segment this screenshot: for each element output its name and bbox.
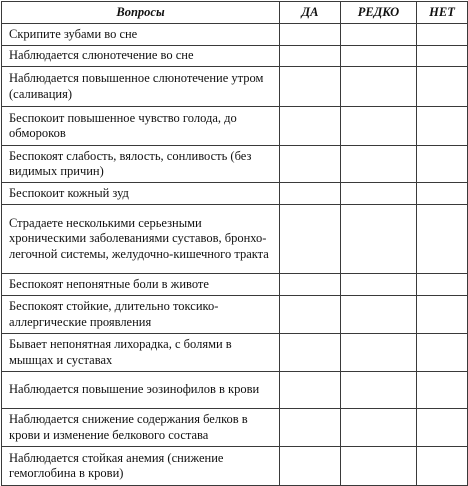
answer-yes-cell[interactable]: [280, 146, 341, 183]
answer-rarely-cell[interactable]: [341, 409, 417, 447]
answer-rarely-cell[interactable]: [341, 46, 417, 67]
answer-yes-cell[interactable]: [280, 296, 341, 334]
answer-rarely-cell[interactable]: [341, 24, 417, 46]
table-row: [2, 334, 468, 372]
questionnaire-table: [1, 1, 468, 486]
answer-no-cell[interactable]: [417, 447, 468, 486]
answer-rarely-cell[interactable]: [341, 205, 417, 274]
answer-rarely-cell[interactable]: [341, 274, 417, 296]
header-no: НЕТ: [417, 2, 468, 24]
table-row: [2, 409, 468, 447]
question-text: Наблюдается стойкая анемия (снижение гемоглобина в крови): [2, 447, 280, 486]
answer-yes-cell[interactable]: [280, 205, 341, 274]
question-text: Беспокоит повышенное чувство голода, до обмороков: [2, 107, 280, 146]
question-text: Бывает непонятная лихорадка, с болями в мышцах и суставах: [2, 334, 280, 372]
table-row: [2, 183, 468, 205]
table-row: [2, 447, 468, 486]
answer-no-cell[interactable]: [417, 334, 468, 372]
header-row: [2, 2, 468, 24]
answer-no-cell[interactable]: [417, 409, 468, 447]
question-text: Наблюдается слюнотечение во сне: [2, 46, 280, 67]
answer-yes-cell[interactable]: [280, 67, 341, 107]
table-row: [2, 24, 468, 46]
answer-yes-cell[interactable]: [280, 372, 341, 409]
question-text: Наблюдается повышенное слюнотечение утром (саливация): [2, 67, 280, 107]
answer-rarely-cell[interactable]: [341, 183, 417, 205]
question-text: Скрипите зубами во сне: [2, 24, 280, 46]
table-row: [2, 67, 468, 107]
answer-rarely-cell[interactable]: [341, 107, 417, 146]
answer-no-cell[interactable]: [417, 107, 468, 146]
answer-rarely-cell[interactable]: [341, 447, 417, 486]
answer-rarely-cell[interactable]: [341, 334, 417, 372]
table-row: [2, 46, 468, 67]
table-row: [2, 205, 468, 274]
question-text: Наблюдается снижение содержания белков в крови и изменение белкового состава: [2, 409, 280, 447]
answer-yes-cell[interactable]: [280, 447, 341, 486]
question-text: Беспокоят стойкие, длительно токсико-аллергические проявления: [2, 296, 280, 334]
answer-yes-cell[interactable]: [280, 107, 341, 146]
header-questions: Вопросы: [2, 2, 280, 24]
answer-yes-cell[interactable]: [280, 24, 341, 46]
answer-yes-cell[interactable]: [280, 183, 341, 205]
answer-rarely-cell[interactable]: [341, 296, 417, 334]
table-row: [2, 274, 468, 296]
answer-no-cell[interactable]: [417, 46, 468, 67]
answer-no-cell[interactable]: [417, 296, 468, 334]
answer-no-cell[interactable]: [417, 372, 468, 409]
question-text: Беспокоят слабость, вялость, сонливость (без видимых причин): [2, 146, 280, 183]
answer-no-cell[interactable]: [417, 205, 468, 274]
answer-rarely-cell[interactable]: [341, 372, 417, 409]
answer-yes-cell[interactable]: [280, 334, 341, 372]
question-text: Беспокоит кожный зуд: [2, 183, 280, 205]
answer-rarely-cell[interactable]: [341, 146, 417, 183]
answer-no-cell[interactable]: [417, 67, 468, 107]
table-row: [2, 107, 468, 146]
answer-yes-cell[interactable]: [280, 274, 341, 296]
answer-no-cell[interactable]: [417, 183, 468, 205]
question-text: Наблюдается повышение эозинофилов в крови: [2, 372, 280, 409]
answer-yes-cell[interactable]: [280, 46, 341, 67]
header-rarely: РЕДКО: [341, 2, 417, 24]
answer-no-cell[interactable]: [417, 274, 468, 296]
answer-rarely-cell[interactable]: [341, 67, 417, 107]
table-row: [2, 146, 468, 183]
table-row: [2, 372, 468, 409]
question-text: Беспокоят непонятные боли в животе: [2, 274, 280, 296]
table-row: [2, 296, 468, 334]
question-text: Страдаете несколькими серьезными хроническими заболеваниями суставов, бронхо-легочной системы, желудочно-кишечного тракта: [2, 205, 280, 274]
answer-no-cell[interactable]: [417, 146, 468, 183]
header-yes: ДА: [280, 2, 341, 24]
answer-yes-cell[interactable]: [280, 409, 341, 447]
answer-no-cell[interactable]: [417, 24, 468, 46]
